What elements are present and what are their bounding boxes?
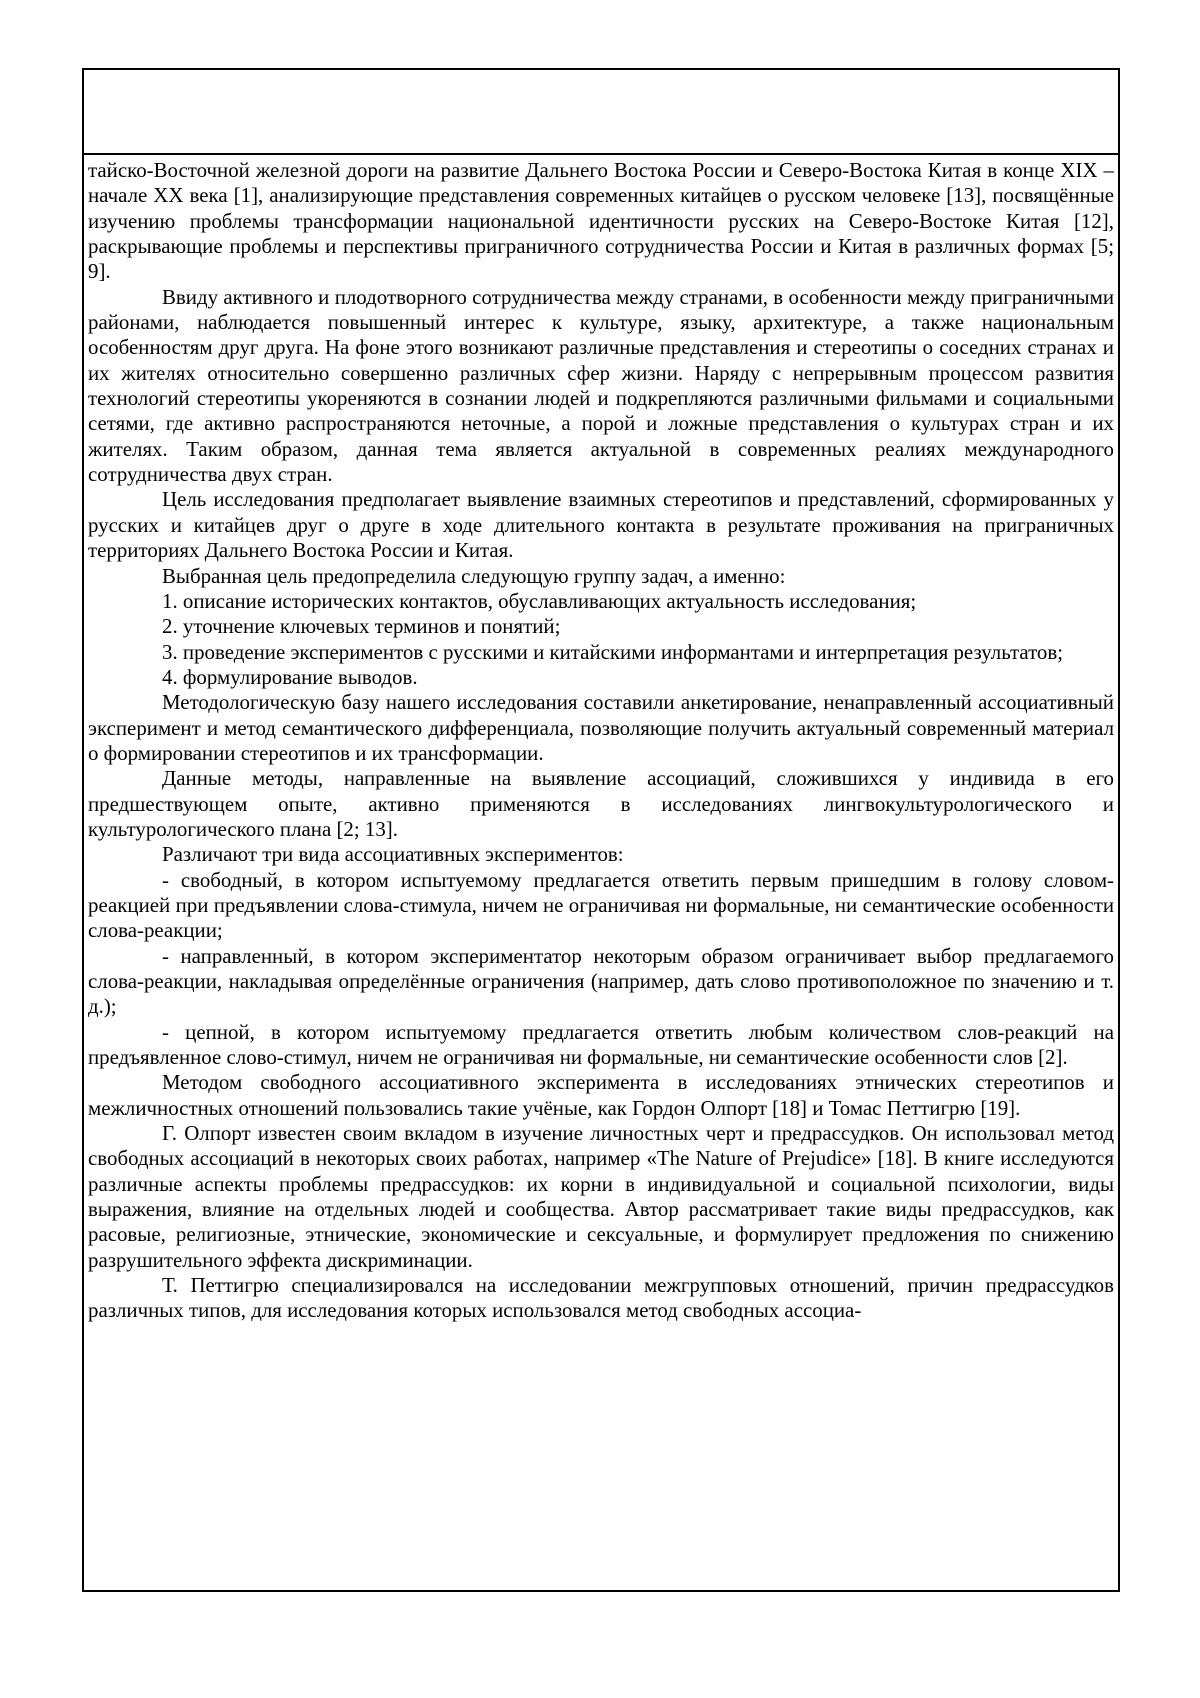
paragraph: Методом свободного ассоциативного эксперимента в исследованиях этнических стереотипов и межличностных отношений пользовались такие учёные, как Гордон Олпорт [18] и Томас Петтигрю [19]. (88, 1070, 1114, 1120)
paragraph: Цель исследования предполагает выявление взаимных стереотипов и представлений, сформированных у русских и китайцев друг о друге в ходе длительного контакта в результате проживания на приграничных территориях Дальнего Востока России и Китая. (88, 487, 1114, 563)
paragraph: тайско-Восточной железной дороги на развитие Дальнего Востока России и Северо-Востока Китая в конце XIX – начале XX века [1], анализирующие представления современных китайцев о русском человеке [13], посвящённые изучению проблемы трансформации национальной идентичности русских на Северо-Востоке Китая [12], раскрывающие проблемы и перспективы приграничного сотрудничества России и Китая в различных формах [5; 9]. (88, 158, 1114, 284)
body-text (88, 158, 1114, 1324)
paragraph: Методологическую базу нашего исследования составили анкетирование, ненаправленный ассоциативный эксперимент и метод семантического дифференциала, позволяющие получить актуальный современный материал о формировании стереотипов и их трансформации. (88, 690, 1114, 765)
list-item: 3. проведение экспериментов с русскими и китайскими информантами и интерпретация результатов; (162, 639, 1064, 664)
paragraph: Ввиду активного и плодотворного сотрудничества между странами, в особенности между приграничными районами, наблюдается повышенный интерес к культуре, языку, архитектуре, а также национальным особенностям друг друга. На фоне этого возникают различные представления и стереотипы о соседних странах и их жителях относительно совершенно различных сфер жизни. Наряду с непрерывным процессом развития технологий стереотипы укореняются в сознании людей и подкрепляются различными фильмами и социальными сетями, где активно распространяются неточные, а порой и ложные представления о культурах стран и их жителях. Таким образом, данная тема является актуальной в современных реалиях международного сотрудничества двух стран. (88, 284, 1114, 487)
list-item: - свободный, в котором испытуемому предлагается ответить первым пришедшим в голову словом-реакцией при предъявлении слова-стимула, ничем не ограничивая ни формальные, ни семантические особенности слова-реакции; (88, 867, 1114, 943)
paragraph: Различают три вида ассоциативных экспериментов: (162, 842, 624, 867)
list-item: - цепной, в котором испытуемому предлагается ответить любым количеством слов-реакций на предъявленное слово-стимул, ничем не ограничивая ни формальные, ни семантические особенности слов [2]. (88, 1019, 1114, 1070)
paragraph: Данные методы, направленные на выявление ассоциаций, сложившихся у индивида в его предшествующем опыте, активно применяются в исследованиях лингвокультурологического и культурологического плана [2; 13]. (88, 766, 1114, 841)
header-box (84, 70, 1118, 155)
paragraph: Выбранная цель предопределила следующую группу задач, а именно: (162, 563, 786, 588)
paragraph: Г. Олпорт известен своим вкладом в изучение личностных черт и предрассудков. Он использовал метод свободных ассоциаций в некоторых своих работах, например «The Nature of Prejudice» [18]. В книге исследуются различные аспекты проблемы предрассудков: их корни в индивидуальной и социальной психологии, виды выражения, влияние на отдельных людей и сообщества. Автор рассматривает такие виды предрассудков, как расовые, религиозные, этнические, экономические и сексуальные, и формулирует предложения по снижению разрушительного эффекта дискриминации. (88, 1121, 1114, 1272)
list-item: 4. формулирование выводов. (162, 664, 418, 689)
list-item: 2. уточнение ключевых терминов и понятий; (162, 614, 561, 639)
list-item: - направленный, в котором экспериментатор некоторым образом ограничивает выбор предлагаемого слова-реакции, накладывая определённые ограничения (например, дать слово противоположное по значению и т. д.); (88, 943, 1114, 1019)
page-frame (82, 68, 1120, 1592)
paragraph: Т. Петтигрю специализировался на исследовании межгрупповых отношений, причин предрассудков различных типов, для исследования которых использовался метод свободных ассоциа- (88, 1273, 1114, 1323)
list-item: 1. описание исторических контактов, обуславливающих актуальность исследования; (162, 588, 917, 613)
